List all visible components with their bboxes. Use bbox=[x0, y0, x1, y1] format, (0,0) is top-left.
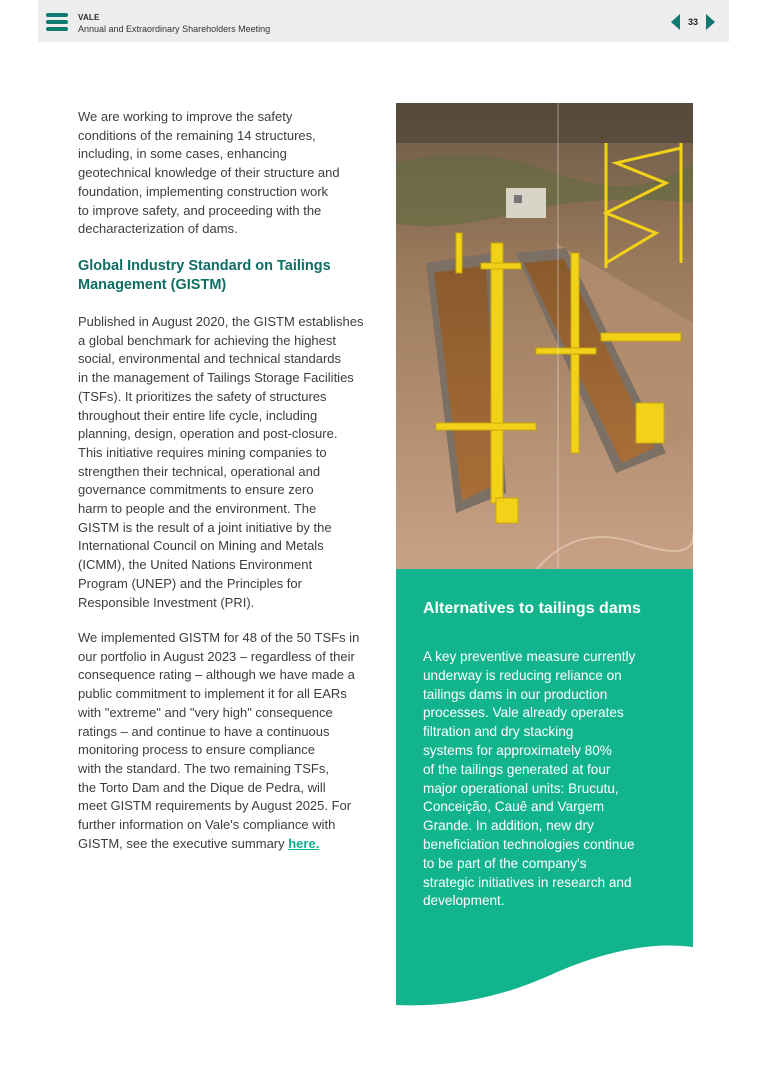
section-heading bbox=[78, 257, 378, 295]
implementation-text: We implemented GISTM for 48 of the 50 TSFs in our portfolio in August 2023 – regardless of their consequence rating – although we have made a public commitment to implement it for all EARs with "extreme" and "very high" consequence ratings – and continue to have a continuous monitoring process to ensure compliance with the standard. The two remaining TSFs, the Torto Dam and the Dique de Pedra, will meet GISTM requirements by August 2025. For further information on Vale's compliance with GISTM, see the executive summary bbox=[78, 630, 360, 851]
alternatives-panel-title: Alternatives to tailings dams bbox=[423, 600, 641, 617]
menu-icon[interactable] bbox=[46, 13, 68, 31]
intro-text-block bbox=[78, 108, 378, 239]
brand-name: VALE bbox=[78, 13, 100, 22]
filtration-plant-photo bbox=[396, 103, 693, 570]
gistm-text-block bbox=[78, 313, 378, 612]
header-bar bbox=[38, 0, 729, 42]
executive-summary-link[interactable]: here. bbox=[288, 835, 320, 851]
alternatives-panel-text: A key preventive measure currently underway is reducing reliance on tailings dams in our production processes. Vale already operates filtration and dry stacking systems for approximately 80% of the tailings generated at four major operational units: Brucutu, Conceição, Cauê and Vargem Grande. In addition, new dry beneficiation technologies continue to be part of the company's strategic initiatives in research and development. bbox=[423, 649, 636, 909]
next-page-icon[interactable] bbox=[706, 14, 715, 30]
gistm-paragraph: Published in August 2020, the GISTM establishes a global benchmark for achieving the highest social, environmental and technical standards in the management of Tailings Storage Facilities (TSFs). It prioritizes the safety of structures throughout their entire life cycle, including planning, design, operation and post-closure. This initiative requires mining companies to strengthen their technical, operational and governance commitments to ensure zero harm to people and the environment. The GISTM is the result of a joint initiative by the International Council on Mining and Metals (ICMM), the United Nations Environment Program (UNEP) and the Principles for Responsible Investment (PRI). bbox=[78, 314, 364, 610]
page-number: 33 bbox=[687, 17, 698, 27]
intro-paragraph: We are working to improve the safety conditions of the remaining 14 structures, including, in some cases, enhancing geotechnical knowledge of their structure and foundation, implementing construction work to improve safety, and proceeding with the decharacterization of dams. bbox=[78, 109, 340, 237]
document-subtitle: Annual and Extraordinary Shareholders Meeting bbox=[78, 24, 271, 34]
pager bbox=[671, 13, 715, 31]
implementation-text-block bbox=[78, 629, 378, 853]
gistm-heading: Global Industry Standard on Tailings Management (GISTM) bbox=[78, 258, 331, 293]
previous-page-icon[interactable] bbox=[671, 14, 680, 30]
implementation-paragraph bbox=[78, 629, 378, 853]
